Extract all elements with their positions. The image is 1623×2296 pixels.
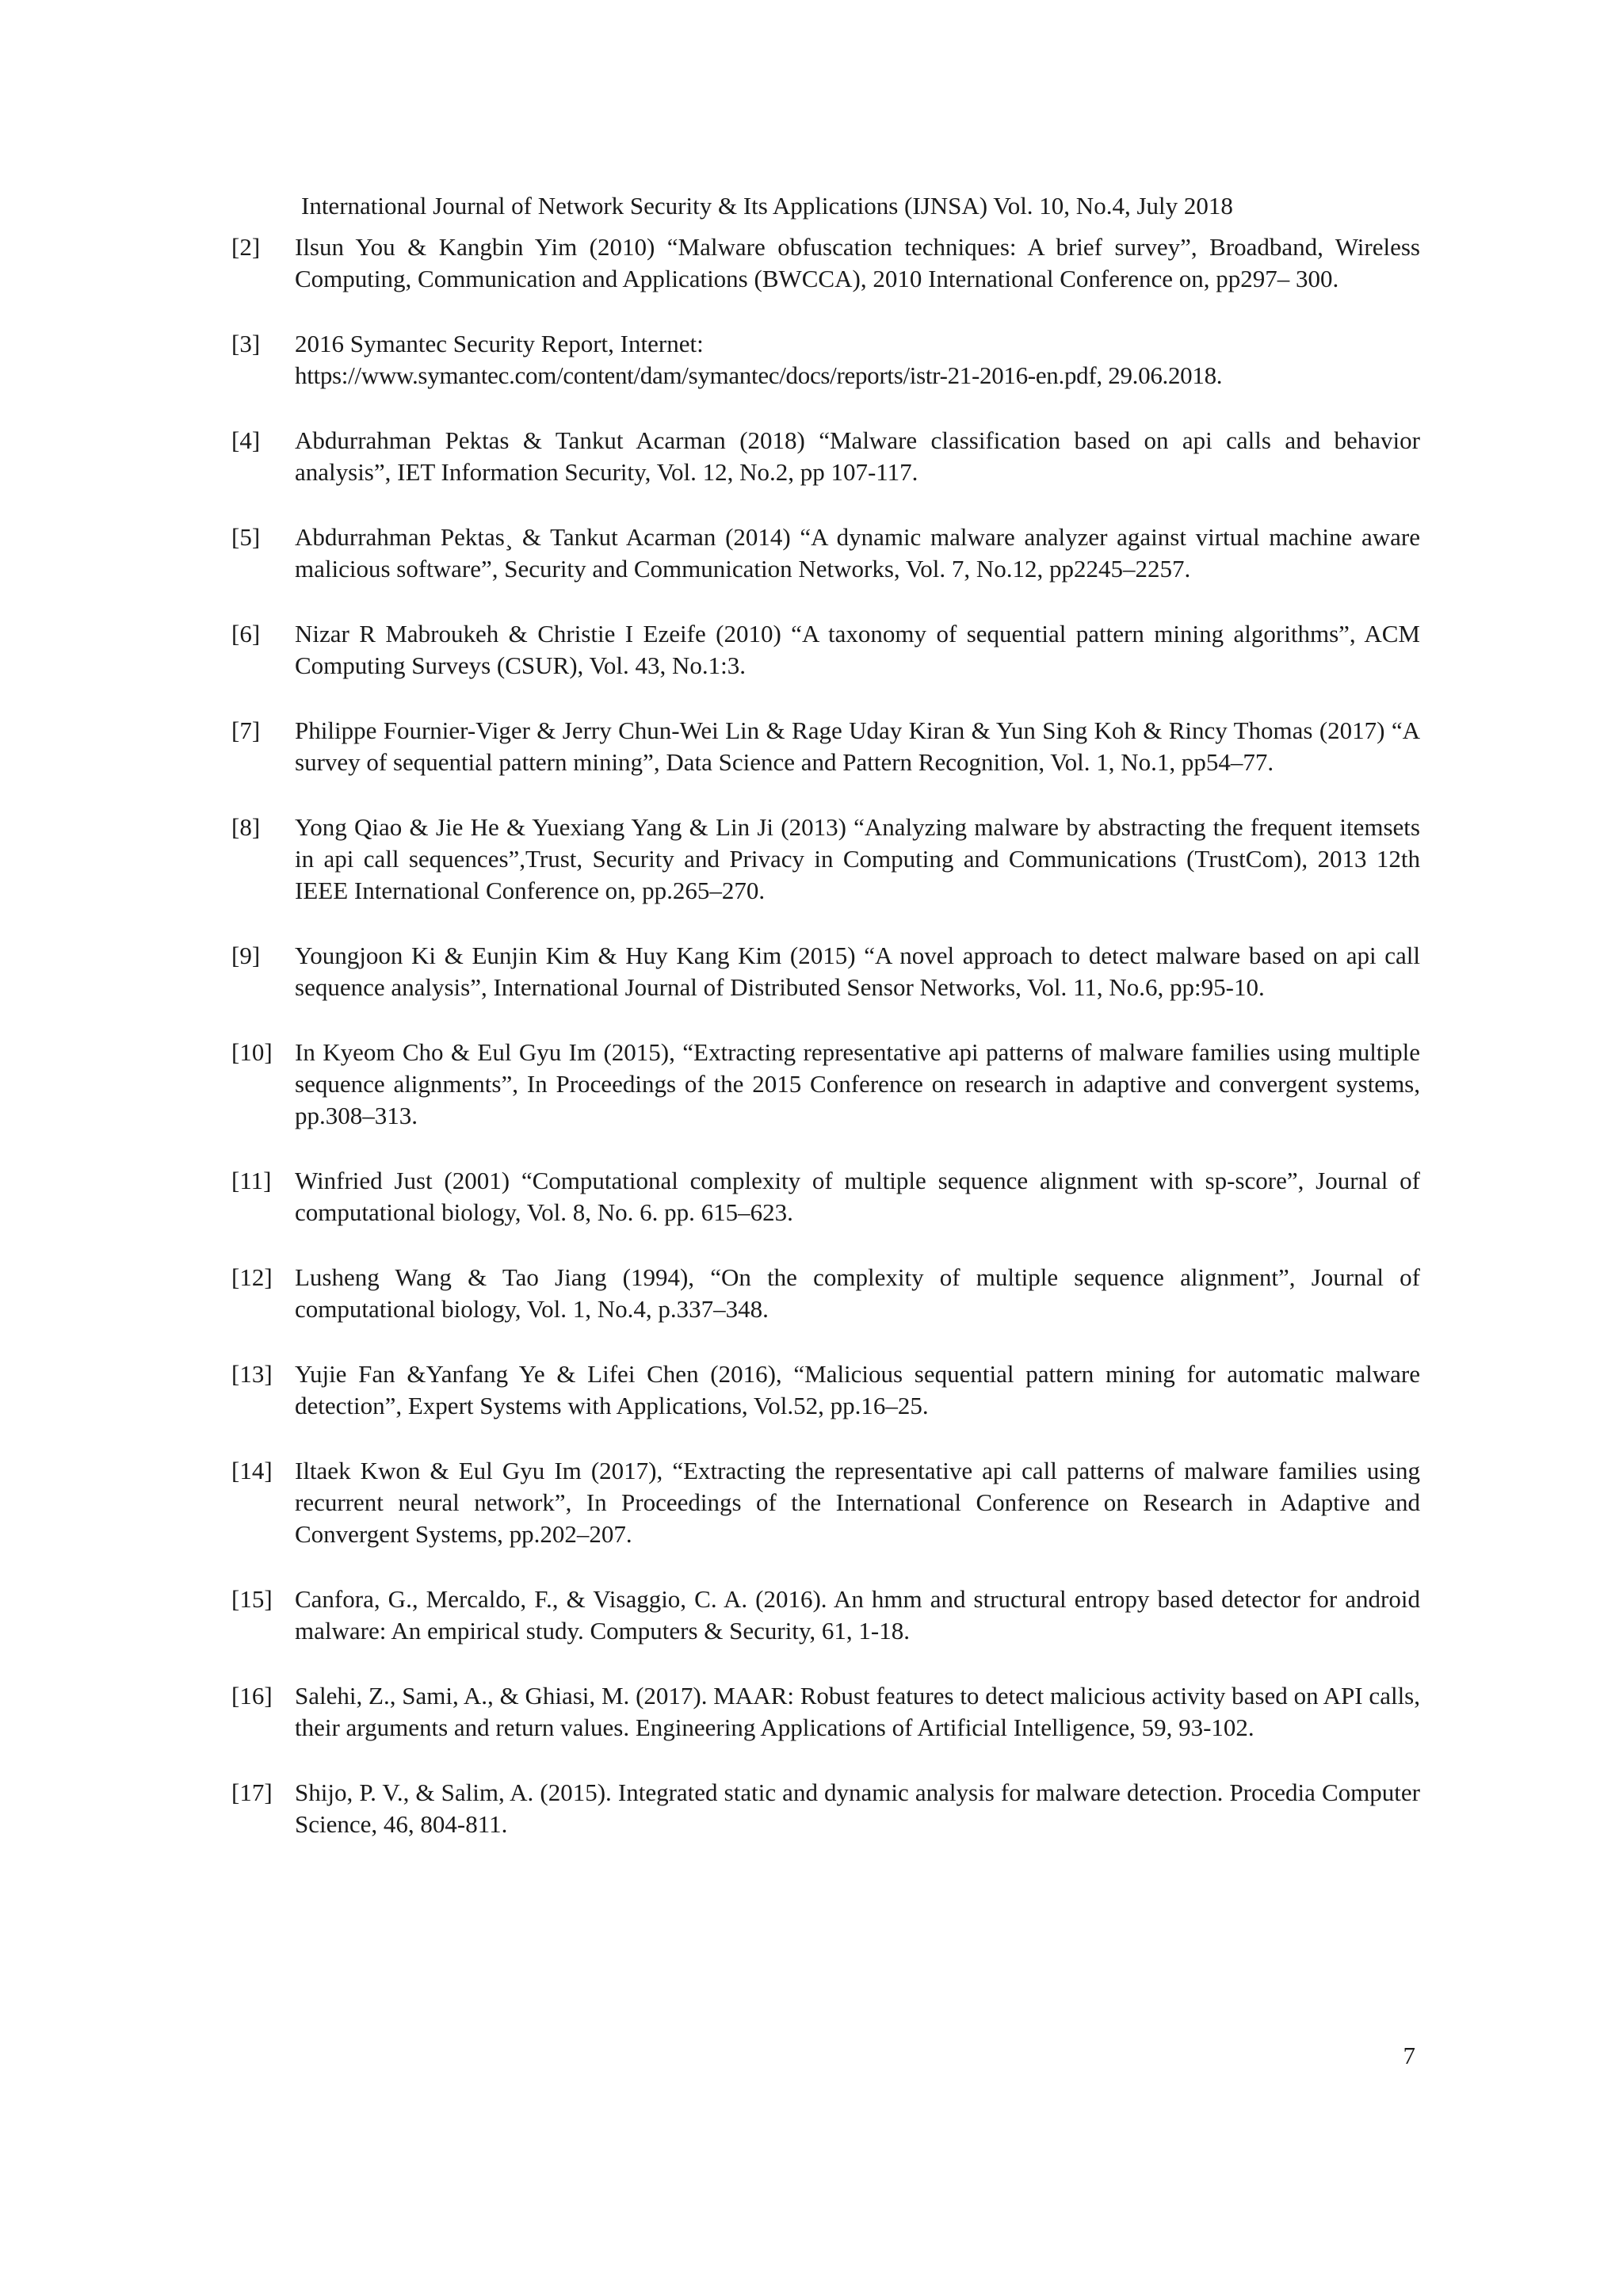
reference-item bbox=[231, 1262, 1420, 1325]
reference-number: [15] bbox=[231, 1585, 273, 1613]
reference-text: Shijo, P. V., & Salim, A. (2015). Integrated static and dynamic analysis for malware detection. Procedia Computer Science, 46, 804-811. bbox=[295, 1778, 1420, 1838]
reference-url: https://www.symantec.com/content/dam/symantec/docs/reports/istr-21-2016-en.pdf, 29.06.2018. bbox=[295, 361, 1223, 389]
reference-text: Abdurrahman Pektas & Tankut Acarman (2018) “Malware classification based on api calls and behavior analysis”, IET Information Security, Vol. 12, No.2, pp 107-117. bbox=[295, 426, 1420, 486]
reference-number: [5] bbox=[231, 523, 261, 551]
reference-number: [7] bbox=[231, 716, 261, 744]
reference-number: [10] bbox=[231, 1038, 273, 1066]
reference-item bbox=[231, 425, 1420, 488]
reference-text: Ilsun You & Kangbin Yim (2010) “Malware obfuscation techniques: A brief survey”, Broadband, Wireless Computing, Communication and Applications (BWCCA), 2010 International Conference on, pp297– 300. bbox=[295, 233, 1420, 292]
reference-text: In Kyeom Cho & Eul Gyu Im (2015), “Extracting representative api patterns of malware families using multiple sequence alignments”, In Proceedings of the 2015 Conference on research in adaptive and convergent systems, pp.308–313. bbox=[295, 1038, 1420, 1129]
reference-text: Winfried Just (2001) “Computational complexity of multiple sequence alignment with sp-score”, Journal of computational biology, Vol. 8, No. 6. pp. 615–623. bbox=[295, 1167, 1420, 1226]
reference-text: Canfora, G., Mercaldo, F., & Visaggio, C. A. (2016). An hmm and structural entropy based detector for android malware: An empirical study. Computers & Security, 61, 1-18. bbox=[295, 1585, 1420, 1645]
reference-item bbox=[231, 1455, 1420, 1550]
reference-item bbox=[231, 231, 1420, 295]
reference-number: [4] bbox=[231, 426, 261, 454]
reference-text: Nizar R Mabroukeh & Christie I Ezeife (2010) “A taxonomy of sequential pattern mining algorithms”, ACM Computing Surveys (CSUR), Vol. 43, No.1:3. bbox=[295, 620, 1420, 679]
reference-number: [13] bbox=[231, 1360, 273, 1388]
reference-text: 2016 Symantec Security Report, Internet: bbox=[295, 330, 704, 357]
reference-number: [8] bbox=[231, 813, 261, 841]
reference-list bbox=[231, 231, 1420, 1874]
reference-item bbox=[231, 1165, 1420, 1228]
reference-item bbox=[231, 1037, 1420, 1132]
reference-item bbox=[231, 618, 1420, 682]
running-header: International Journal of Network Security & Its Applications (IJNSA) Vol. 10, No.4, July 2018 bbox=[301, 192, 1233, 220]
reference-text: Philippe Fournier-Viger & Jerry Chun-Wei Lin & Rage Uday Kiran & Yun Sing Koh & Rincy Thomas (2017) “A survey of sequential pattern mining”, Data Science and Pattern Recognition, Vol. 1, No.1, pp54–77. bbox=[295, 716, 1420, 776]
reference-item bbox=[231, 521, 1420, 585]
reference-text: Abdurrahman Pektas¸ & Tankut Acarman (2014) “A dynamic malware analyzer against virtual machine aware malicious software”, Security and Communication Networks, Vol. 7, No.12, pp2245–2257. bbox=[295, 523, 1420, 583]
reference-text: Lusheng Wang & Tao Jiang (1994), “On the complexity of multiple sequence alignment”, Journal of computational biology, Vol. 1, No.4, p.337–348. bbox=[295, 1263, 1420, 1323]
reference-text: Youngjoon Ki & Eunjin Kim & Huy Kang Kim (2015) “A novel approach to detect malware based on api call sequence analysis”, International Journal of Distributed Sensor Networks, Vol. 11, No.6, pp:95-10. bbox=[295, 942, 1420, 1001]
reference-number: [14] bbox=[231, 1457, 273, 1484]
reference-item bbox=[231, 715, 1420, 778]
reference-number: [16] bbox=[231, 1682, 273, 1710]
reference-text: Yujie Fan &Yanfang Ye & Lifei Chen (2016), “Malicious sequential pattern mining for automatic malware detection”, Expert Systems with Applications, Vol.52, pp.16–25. bbox=[295, 1360, 1420, 1419]
reference-item bbox=[231, 1680, 1420, 1744]
reference-number: [2] bbox=[231, 233, 261, 261]
reference-number: [6] bbox=[231, 620, 261, 648]
reference-number: [3] bbox=[231, 330, 261, 357]
reference-number: [17] bbox=[231, 1778, 273, 1806]
reference-text: Salehi, Z., Sami, A., & Ghiasi, M. (2017). MAAR: Robust features to detect malicious activity based on API calls, their arguments and return values. Engineering Applications of Artificial Intelligence, 59, 93-102. bbox=[295, 1682, 1420, 1741]
reference-text-block bbox=[295, 328, 1420, 392]
page-number: 7 bbox=[1403, 2042, 1415, 2069]
reference-number: [11] bbox=[231, 1167, 272, 1194]
reference-number: [12] bbox=[231, 1263, 273, 1291]
reference-text: Iltaek Kwon & Eul Gyu Im (2017), “Extracting the representative api call patterns of malware families using recurrent neural network”, In Proceedings of the International Conference on Research in Adaptive and Convergent Systems, pp.202–207. bbox=[295, 1457, 1420, 1548]
reference-number: [9] bbox=[231, 942, 261, 969]
reference-text: Yong Qiao & Jie He & Yuexiang Yang & Lin Ji (2013) “Analyzing malware by abstracting the frequent itemsets in api call sequences”,Trust, Security and Privacy in Computing and Communications (TrustCom), 2013 12th IEEE International Conference on, pp.265–270. bbox=[295, 813, 1420, 904]
reference-item bbox=[231, 1584, 1420, 1647]
reference-item bbox=[231, 1358, 1420, 1422]
reference-item bbox=[231, 812, 1420, 907]
reference-item bbox=[231, 328, 1420, 392]
reference-item bbox=[231, 940, 1420, 1003]
reference-item bbox=[231, 1777, 1420, 1840]
